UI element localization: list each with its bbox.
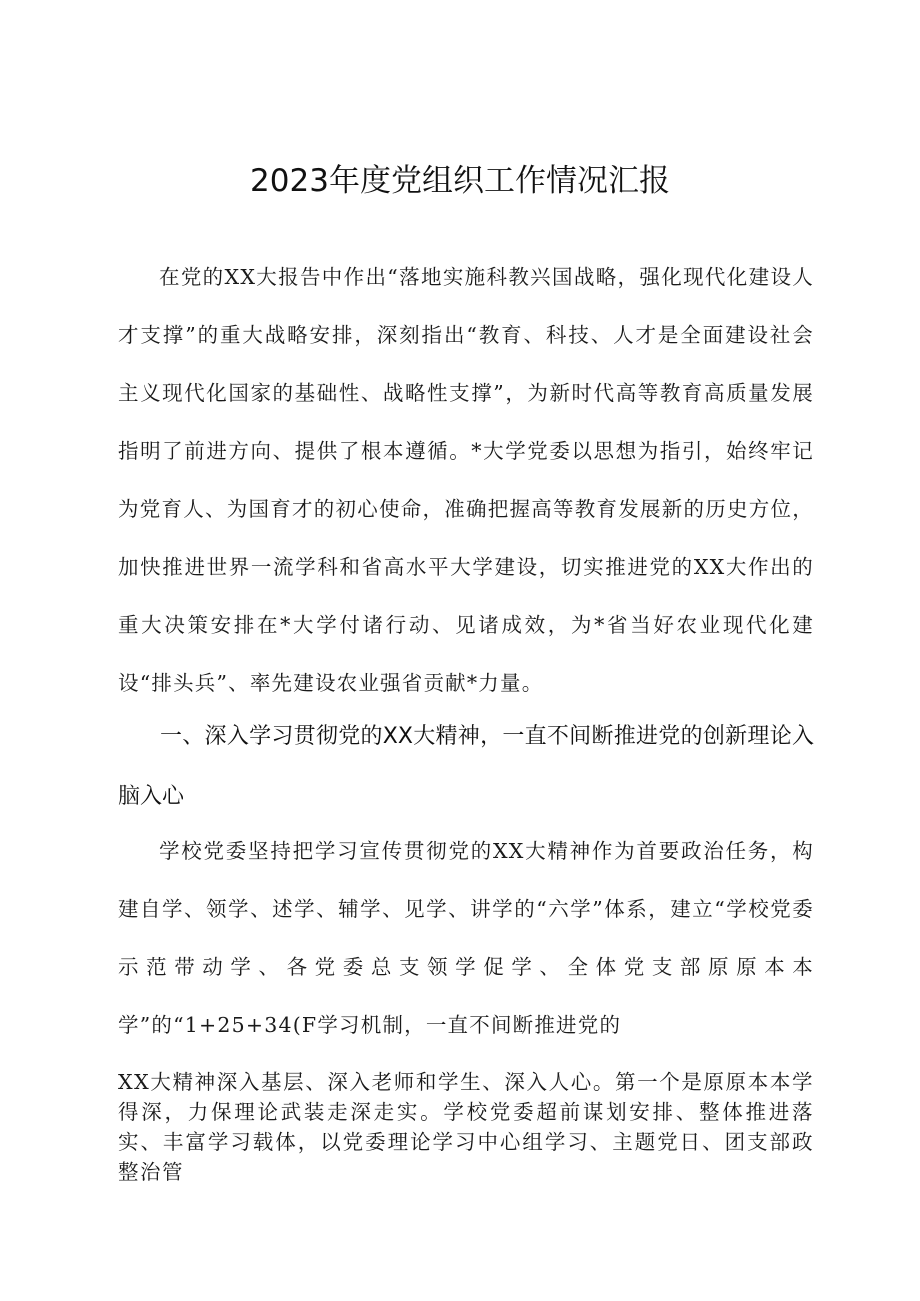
section-heading-1: 一、深入学习贯彻党的XX大精神，一直不间断推进党的创新理论入脑入心 bbox=[118, 724, 814, 809]
paragraph-continued: XX大精神深入基层、深入老师和学生、深入人心。第一个是原原本本学得深，力保理论武装走深走实。学校党委超前谋划安排、整体推进落实、丰富学习载体，以党委理论学习中心组学习、主题党日、团支部政整治管 bbox=[118, 1070, 814, 1184]
paragraph-intro: 在党的XX大报告中作出“落地实施科教兴国战略，强化现代化建设人才支撑”的重大战略安排，深刻指出“教育、科技、人才是全面建设社会主义现代化国家的基础性、战略性支撑”，为新时代高等教育高质量发展指明了前进方向、提供了根本遵循。*大学党委以思想为指引，始终牢记为党育人、为国育才的初心使命，准确把握高等教育发展新的历史方位，加快推进世界一流学科和省高水平大学建设，切实推进党的XX大作出的重大决策安排在*大学付诸行动、见诸成效，为*省当好农业现代化建设“排头兵”、率先建设农业强省贡献*力量。 bbox=[118, 265, 814, 695]
paragraph-section-1: 学校党委坚持把学习宣传贯彻党的XX大精神作为首要政治任务，构建自学、领学、述学、辅学、见学、讲学的“六学”体系，建立“学校党委示范带动学、各党委总支领学促学、全体党支部原原本本学”的“1+25+34(F学习机制，一直不间断推进党的 bbox=[118, 839, 814, 1037]
document-title: 2023年度党组织工作情况汇报 bbox=[250, 163, 670, 199]
